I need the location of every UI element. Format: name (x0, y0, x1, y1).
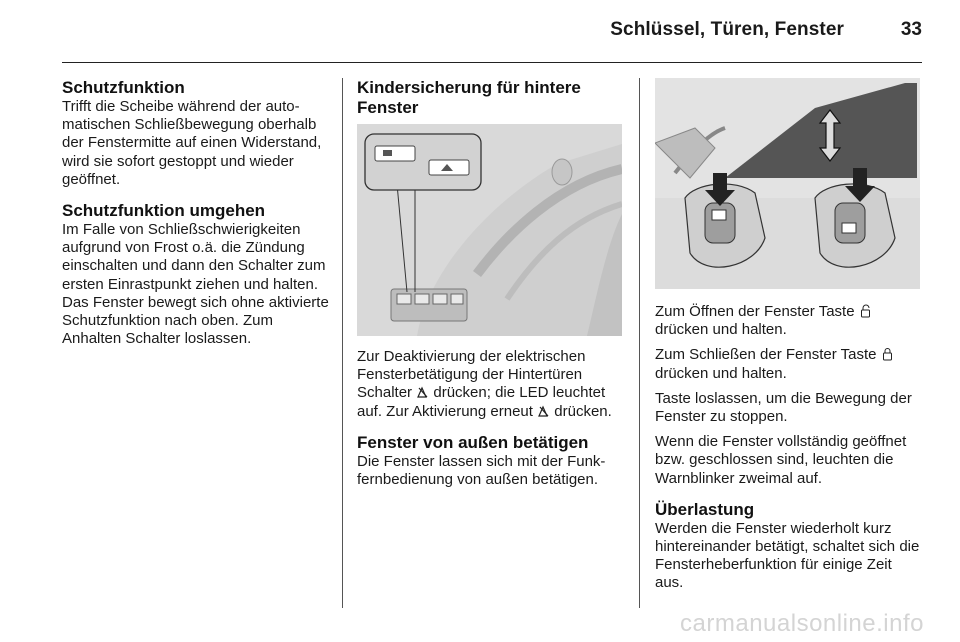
remote-key-illustration (655, 78, 920, 289)
page-number: 33 (900, 19, 922, 40)
door-switch-illustration (357, 124, 622, 336)
section-heading: Schutzfunktion umgehen (62, 201, 266, 221)
section-heading: Überlastung (655, 499, 755, 519)
section-heading: Schutzfunktion (62, 78, 185, 97)
section-body: Die Fenster lassen sich mit der Funkfernbedienung von außen betätigen. (357, 452, 606, 489)
child-lock-icon (417, 385, 428, 399)
section-body: Trifft die Scheibe während der automatischen Schließbewegung oberhalb der Fenstermitte auf einen Widerstand, wird sie sofort gestoppt und wieder geöffnet. (62, 98, 322, 188)
column-3 (655, 78, 923, 593)
unlock-icon (860, 304, 871, 318)
instruction-close: Zum Schließen der Fenster Taste drücken und halten. (655, 346, 923, 382)
child-lock-icon (538, 404, 549, 418)
column-1 (62, 78, 330, 348)
lock-icon (882, 347, 893, 361)
page-title: Schlüssel, Türen, Fenster (610, 19, 844, 40)
section-heading: Fenster von außen betätigen (357, 432, 589, 452)
instruction-open: Zum Öffnen der Fenster Taste drücken und halten. (655, 303, 923, 339)
column-divider (639, 78, 640, 608)
instruction-stop: Taste loslassen, um die Bewegung der Fenster zu stoppen. (655, 389, 912, 426)
section-body: Werden die Fenster wiederholt kurz hintereinander betätigt, schaltet sich die Fensterheberfunktion für einige Zeit aus. (655, 519, 920, 592)
watermark: carmanualsonline.info (680, 610, 924, 637)
instruction-hazard: Wenn die Fenster vollständig geöffnet bzw. geschlossen sind, leuchten die Warnblinker zweimal auf. (655, 433, 907, 487)
section-heading: Kindersicherung für hintere Fenster (357, 78, 581, 117)
column-divider (342, 78, 343, 608)
section-body: Zur Deaktivierung der elektrischen Fensterbetätigung der Hintertüren Schalter drücken; die LED leuchtet auf. Zur Aktivierung erneut drücken. (357, 348, 612, 420)
column-2 (357, 78, 625, 489)
section-body: Im Falle von Schließschwierigkeiten aufgrund von Frost o.ä. die Zündung einschalten und dann den Schalter zum ersten Einrastpunkt ziehen und halten. Das Fenster bewegt sich ohne aktivierte Schutzfunktion nach oben. Zum Anhalten Schalter loslassen. (62, 221, 329, 348)
page-header (62, 0, 922, 63)
